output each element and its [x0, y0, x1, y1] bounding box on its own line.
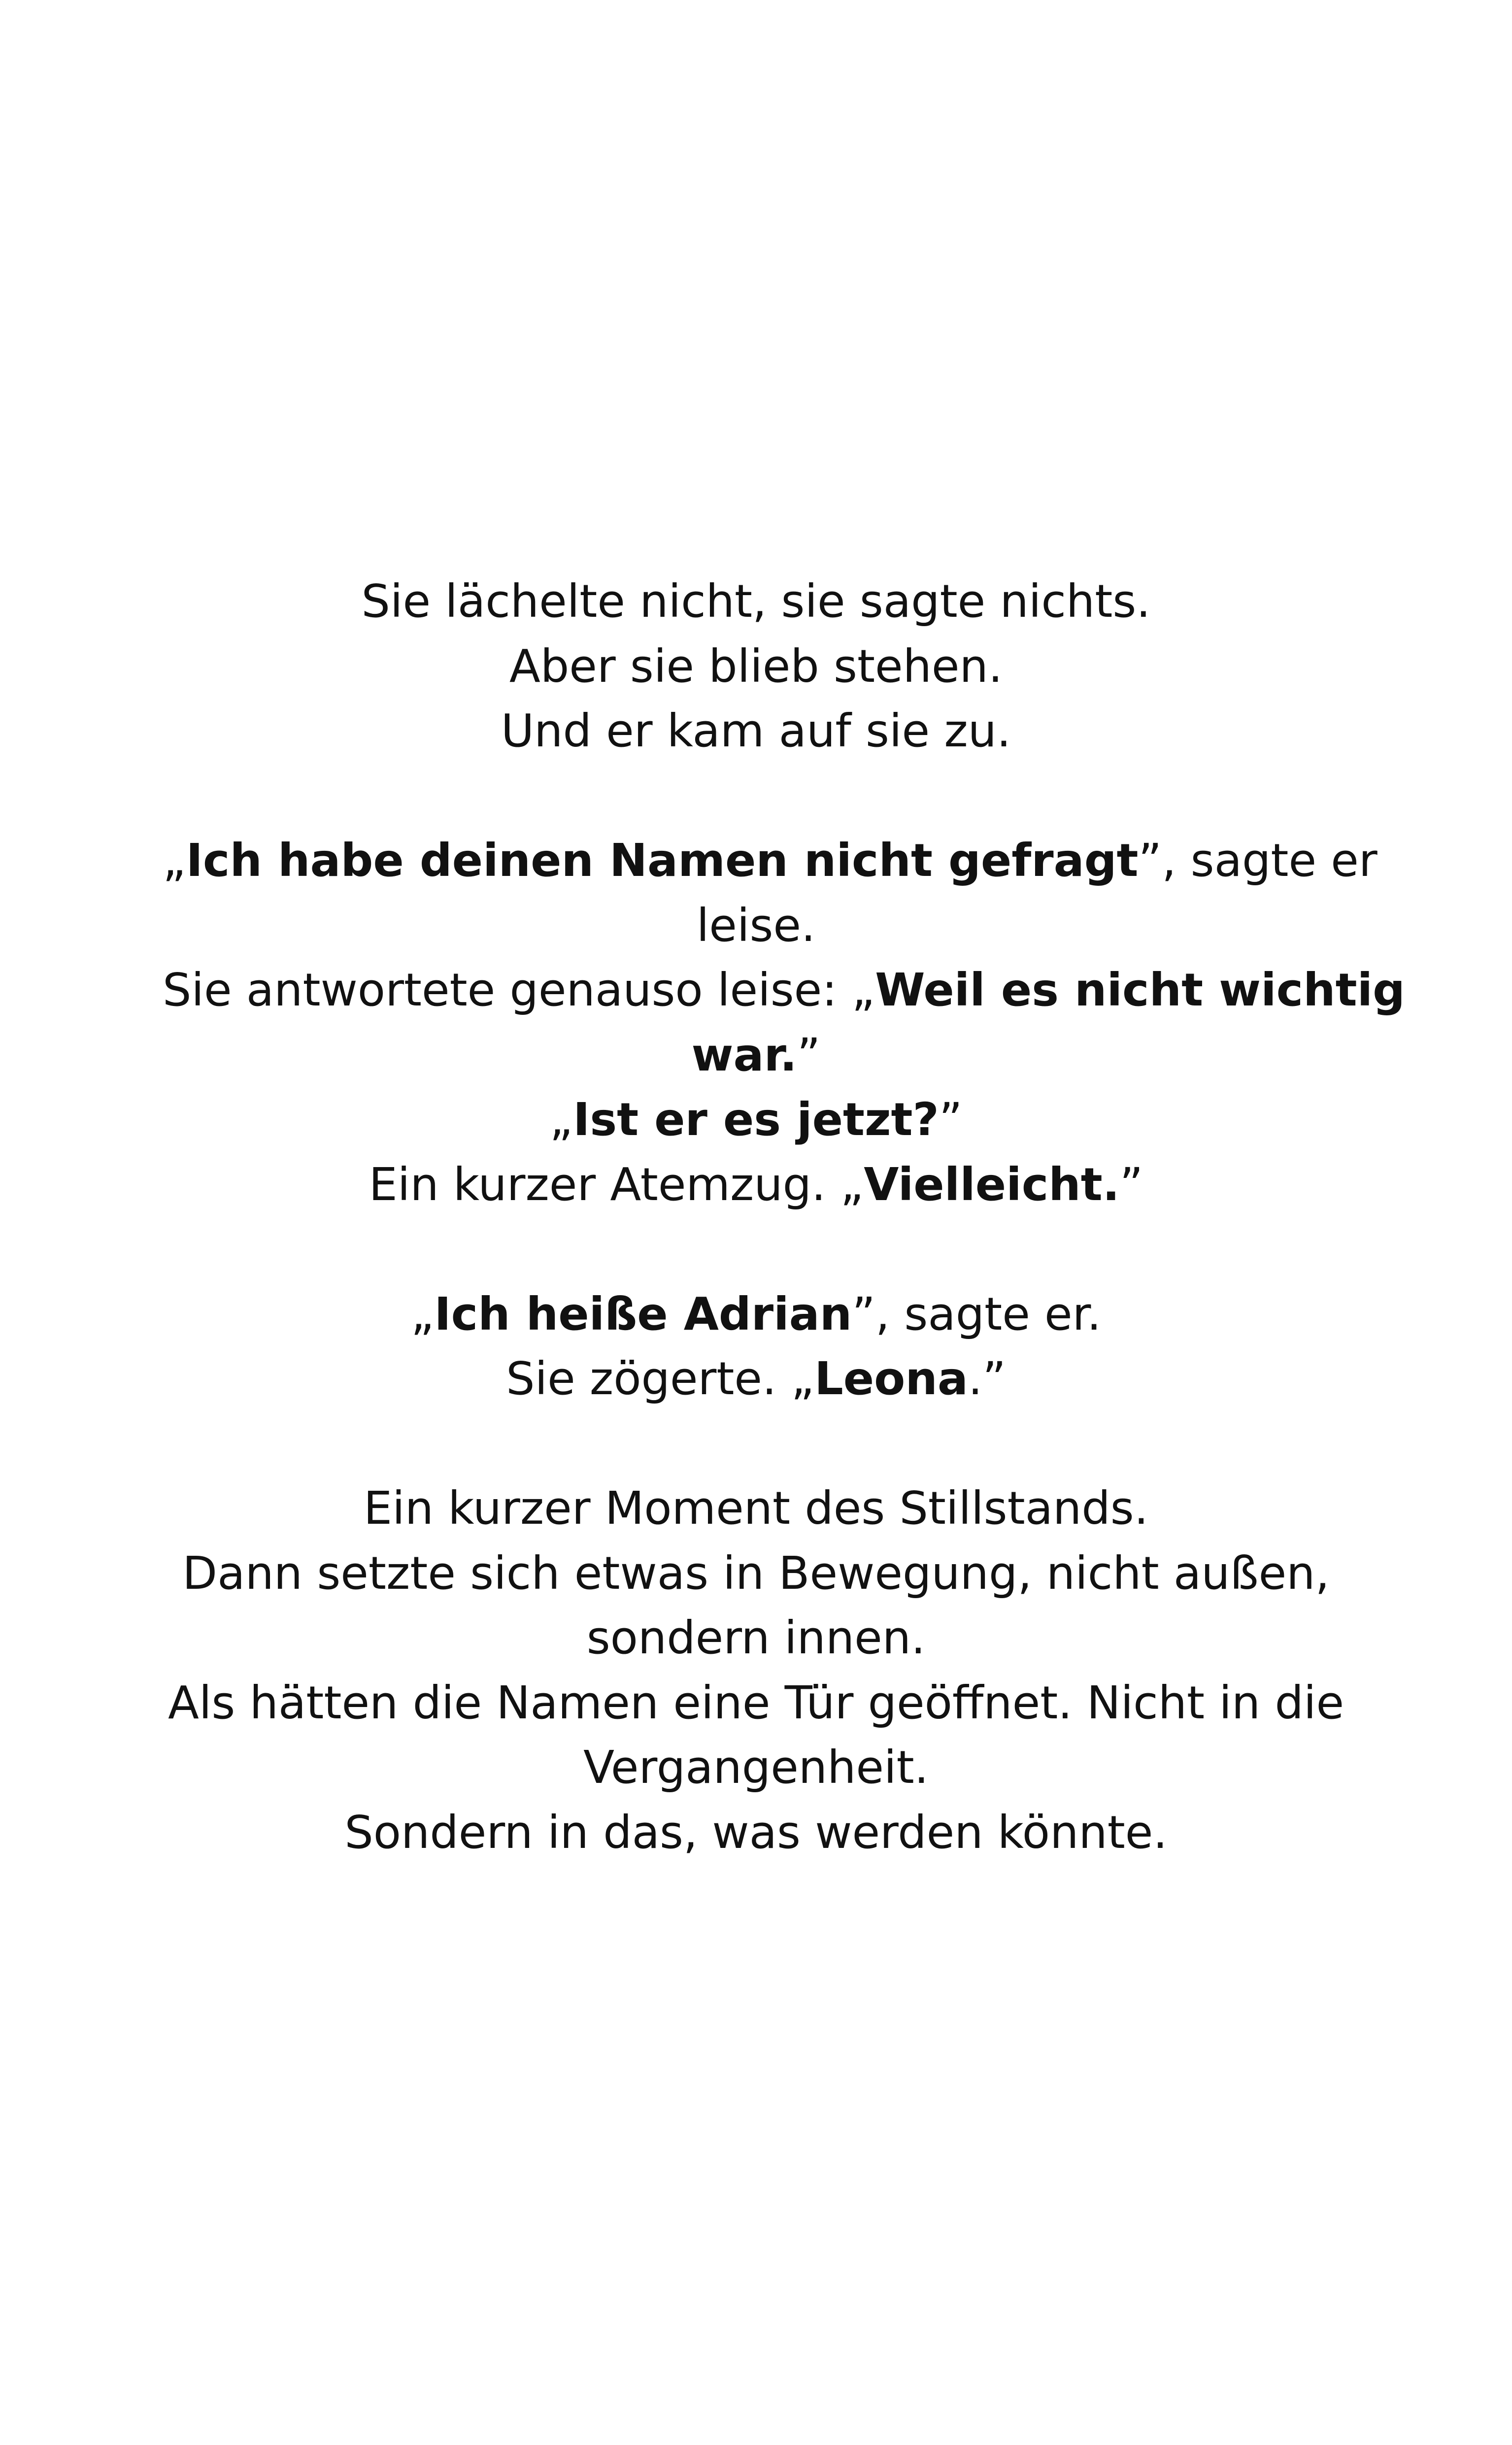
text-line: Vergangenheit.	[583, 1741, 929, 1794]
text-run: Sie zögerte. „	[506, 1352, 815, 1405]
paragraph-1	[163, 569, 1349, 764]
dialogue-bold: Weil es nicht wichtig	[875, 964, 1406, 1016]
text-line: Dann setzte sich etwas in Bewegung, nicht außen,	[182, 1546, 1330, 1600]
quote-close: ”	[797, 1028, 821, 1081]
text-line: sondern innen.	[586, 1611, 926, 1664]
paragraph-spacer	[163, 1411, 1349, 1476]
text-line: leise.	[696, 899, 816, 952]
dialogue-bold: Ich heiße Adrian	[434, 1287, 852, 1340]
text-line: Sondern in das, was werden könnte.	[344, 1806, 1168, 1859]
paragraph-spacer	[163, 764, 1349, 829]
text-line	[163, 1152, 1349, 1217]
text-run: Sie antwortete genauso leise: „	[163, 964, 875, 1016]
text-line	[163, 1023, 1349, 1088]
text-line	[163, 1087, 1349, 1152]
quote-close: .”	[968, 1352, 1006, 1405]
paragraph-spacer	[163, 1217, 1349, 1282]
quote-close: ”	[1119, 1158, 1143, 1211]
text-line: Und er kam auf sie zu.	[501, 704, 1011, 757]
dialogue-bold: Ich habe deinen Namen nicht gefragt	[186, 834, 1139, 887]
text-line: Sie lächelte nicht, sie sagte nichts.	[361, 575, 1151, 628]
text-line: Als hätten die Namen eine Tür geöffnet. Nicht in die	[168, 1676, 1344, 1729]
text-line	[163, 1282, 1349, 1347]
text-line	[163, 1346, 1349, 1411]
story-text	[163, 569, 1406, 1865]
dialogue-bold: Vielleicht.	[864, 1158, 1120, 1211]
text-line: Ein kurzer Moment des Stillstands.	[364, 1482, 1148, 1535]
paragraph-3	[163, 1282, 1349, 1411]
quote-open: „	[163, 834, 186, 887]
text-run: ”, sagte er.	[852, 1287, 1102, 1340]
dialogue-bold: Leona	[814, 1352, 968, 1405]
quote-open: „	[410, 1287, 435, 1340]
dialogue-bold: war.	[691, 1028, 797, 1081]
text-line: Aber sie blieb stehen.	[509, 639, 1003, 693]
dialogue-bold: Ist er es jetzt?	[573, 1093, 939, 1146]
text-run: ”, sagte er	[1138, 834, 1378, 887]
text-run: Ein kurzer Atemzug. „	[369, 1158, 864, 1211]
quote-open: „	[549, 1093, 573, 1146]
paragraph-2	[163, 828, 1406, 1217]
paragraph-4	[163, 1476, 1349, 1865]
text-line	[163, 958, 1406, 1023]
text-line	[163, 828, 1378, 893]
quote-close: ”	[939, 1093, 963, 1146]
